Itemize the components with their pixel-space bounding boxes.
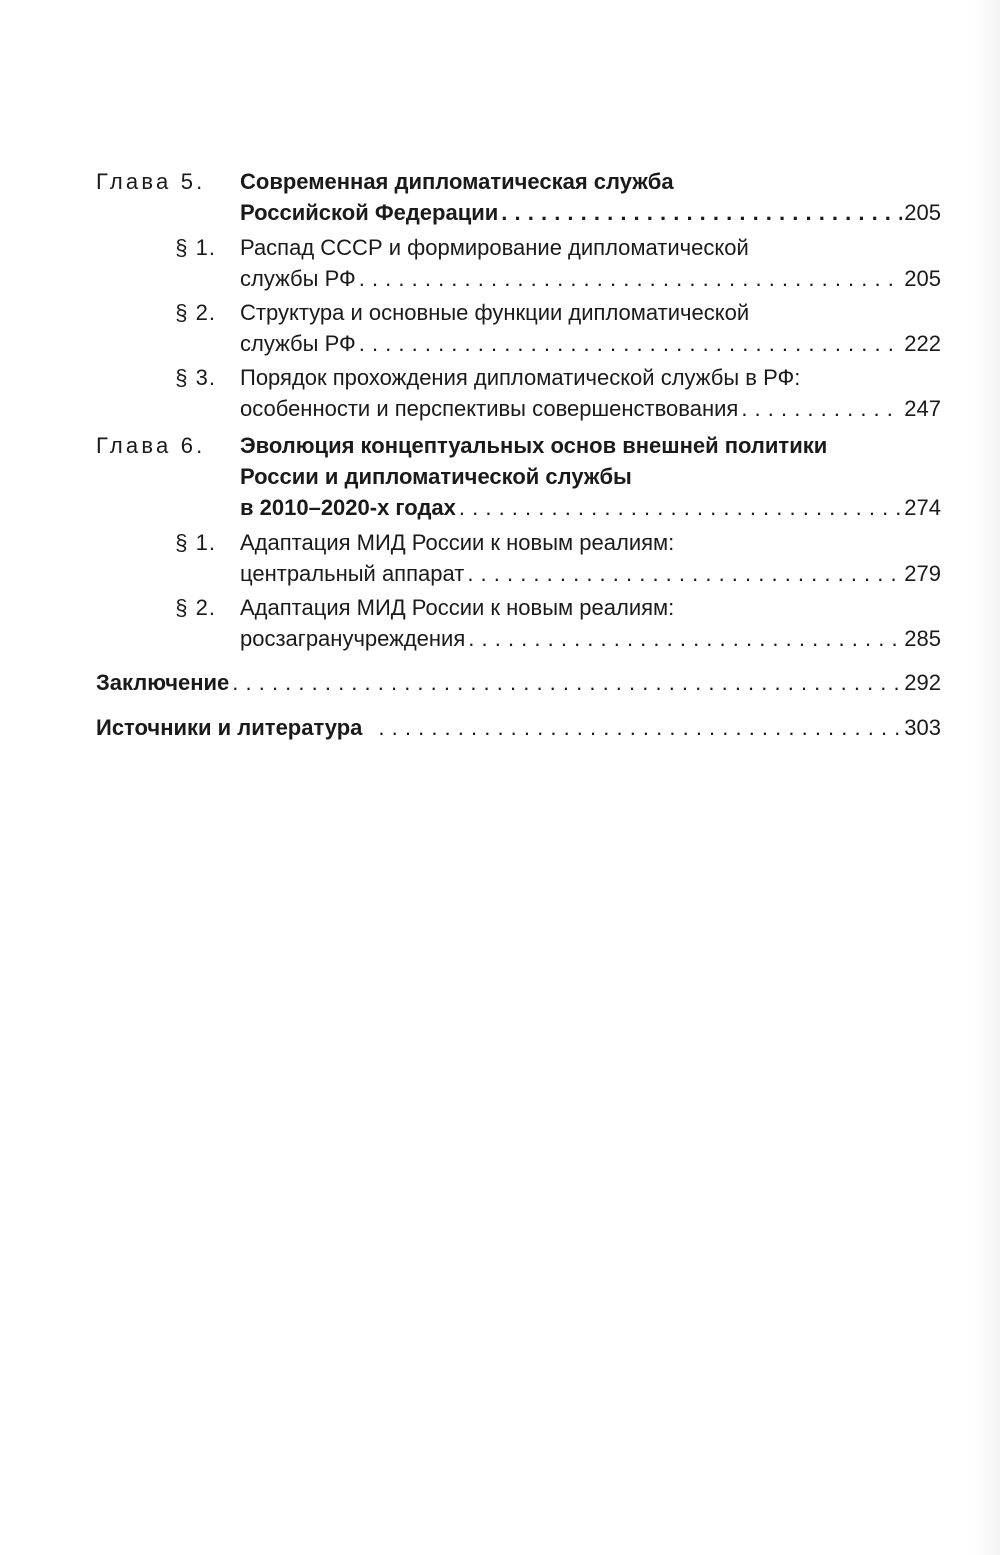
toc-entry-paragraph[interactable] (96, 232, 941, 294)
page-number: 303 (904, 715, 941, 740)
dot-leader (501, 197, 902, 228)
paragraph-label: § 3. (175, 365, 216, 390)
paragraph-title: службы РФ (240, 266, 356, 291)
page-number: 285 (904, 626, 941, 651)
page-number: 274 (904, 495, 941, 520)
page-edge-shadow (972, 0, 1000, 1555)
toc-entry-paragraph[interactable] (96, 592, 941, 654)
dot-leader (378, 712, 902, 743)
page-number: 292 (904, 670, 941, 695)
paragraph-label: § 2. (175, 300, 216, 325)
dot-leader (459, 492, 902, 523)
dot-leader (232, 667, 902, 698)
table-of-contents (96, 166, 941, 743)
toc-entry-paragraph[interactable] (96, 297, 941, 359)
dot-leader (359, 328, 903, 359)
chapter-title: Российской Федерации (240, 200, 499, 225)
toc-entry-paragraph[interactable] (96, 527, 941, 589)
chapter-title: Эволюция концептуальных основ внешней политики (240, 433, 828, 458)
paragraph-title: Адаптация МИД России к новым реалиям: (240, 595, 675, 620)
toc-entry-paragraph[interactable] (96, 362, 941, 424)
chapter-title: в 2010–2020-х годах (240, 495, 456, 520)
toc-entry-conclusion[interactable] (96, 667, 941, 698)
paragraph-title: особенности и перспективы совершенствования (240, 396, 739, 421)
paragraph-title: Распад СССР и формирование дипломатической (240, 235, 749, 260)
paragraph-title: службы РФ (240, 331, 356, 356)
chapter-label: Глава 6. (96, 433, 206, 458)
paragraph-label: § 1. (175, 530, 216, 555)
section-title: Заключение (96, 670, 230, 695)
page-number: 222 (904, 331, 941, 356)
toc-entry-chapter-6[interactable] (96, 430, 941, 523)
dot-leader (741, 393, 902, 424)
paragraph-label: § 2. (175, 595, 216, 620)
toc-entry-sources[interactable] (96, 712, 941, 743)
paragraph-title: Порядок прохождения дипломатической службы в РФ: (240, 365, 801, 390)
paragraph-title: центральный аппарат (240, 561, 465, 586)
section-title: Источники и литература (96, 715, 363, 740)
paragraph-title: Структура и основные функции дипломатической (240, 300, 750, 325)
page-number: 205 (904, 266, 941, 291)
dot-leader (359, 263, 903, 294)
paragraph-label: § 1. (175, 235, 216, 260)
chapter-label: Глава 5. (96, 169, 206, 194)
dot-leader (467, 558, 902, 589)
toc-entry-chapter-5[interactable] (96, 166, 941, 228)
page-number: 279 (904, 561, 941, 586)
chapter-title: России и дипломатической службы (240, 464, 632, 489)
dot-leader (468, 623, 902, 654)
paragraph-title: росзагранучреждения (240, 626, 466, 651)
chapter-title: Современная дипломатическая служба (240, 169, 674, 194)
page-number: 247 (904, 396, 941, 421)
page-number: 205 (904, 200, 941, 225)
paragraph-title: Адаптация МИД России к новым реалиям: (240, 530, 675, 555)
